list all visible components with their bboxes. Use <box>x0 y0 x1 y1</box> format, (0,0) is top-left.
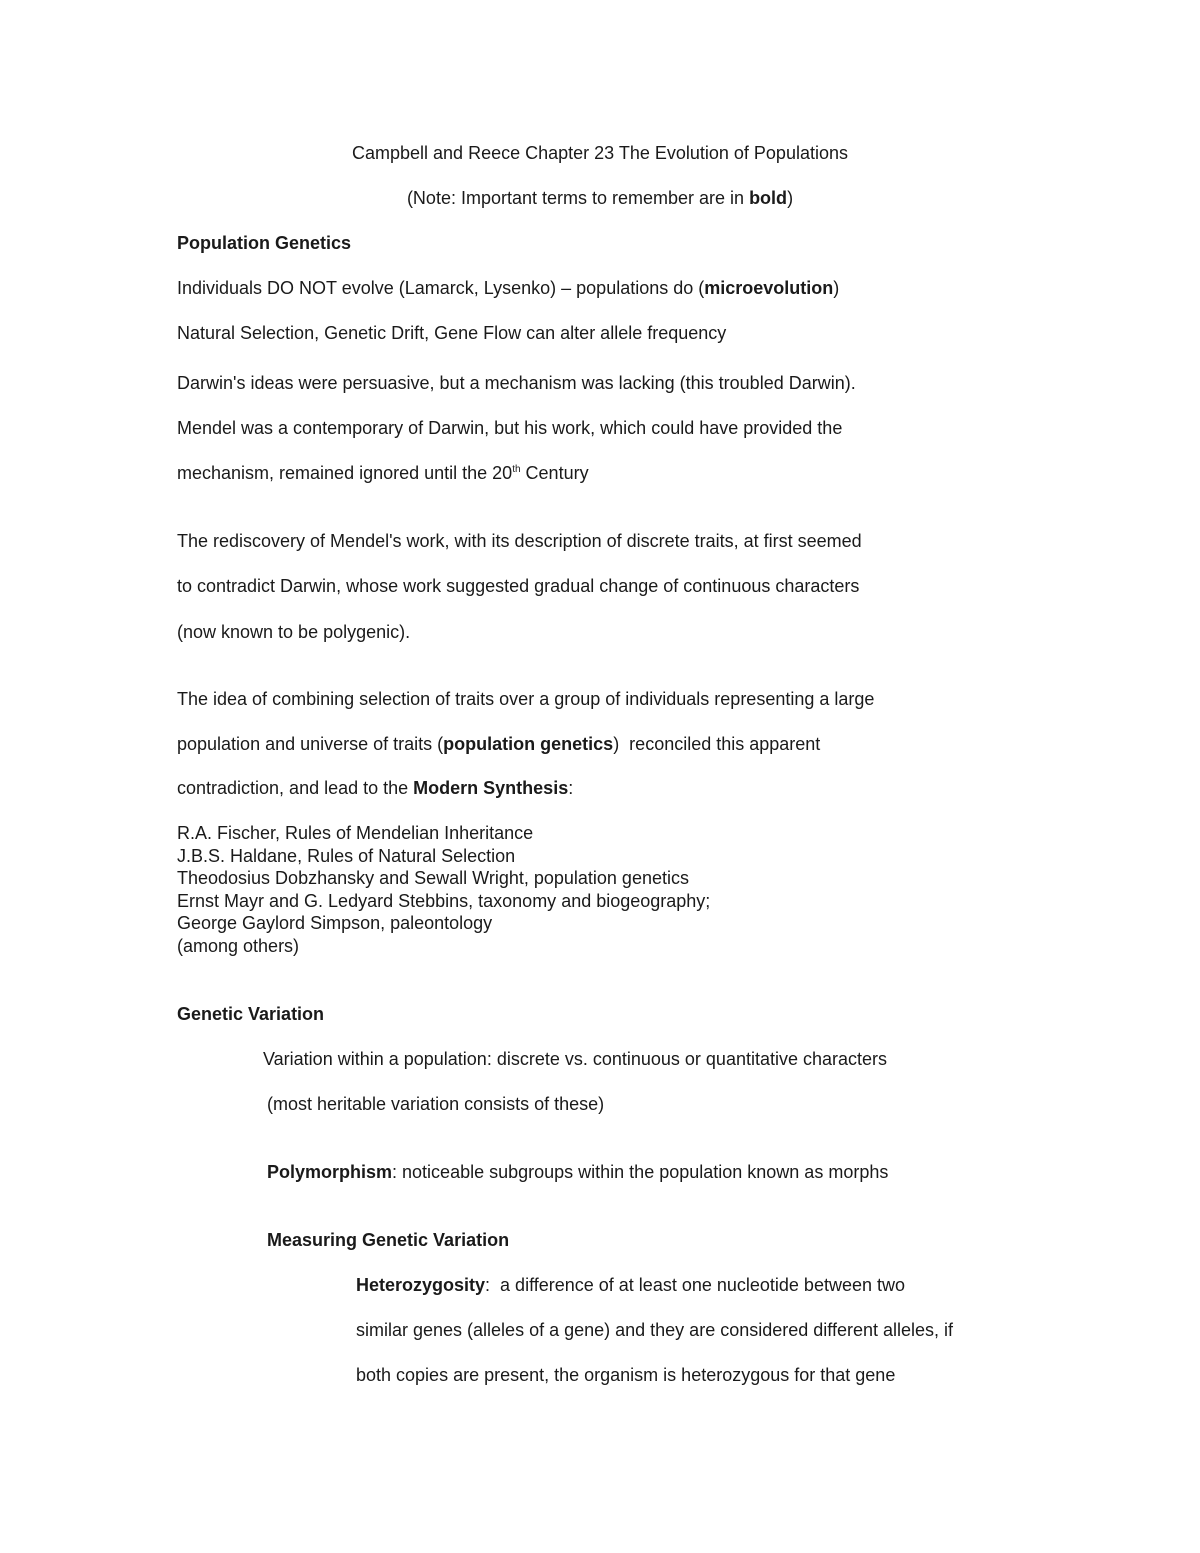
paragraph-line: (now known to be polygenic). <box>177 622 411 642</box>
paragraph-line: both copies are present, the organism is heterozygous for that gene <box>356 1365 896 1385</box>
paragraph-line: Polymorphism: noticeable subgroups within the population known as morphs <box>267 1162 889 1182</box>
subheading-measuring-genetic-variation: Measuring Genetic Variation <box>267 1230 510 1250</box>
contributor-item: J.B.S. Haldane, Rules of Natural Selection <box>177 846 516 866</box>
section-heading-genetic-variation: Genetic Variation <box>177 1004 325 1024</box>
contributor-item: (among others) <box>177 936 300 956</box>
paragraph-line: mechanism, remained ignored until the 20th Century <box>177 463 589 483</box>
paragraph-line: contradiction, and lead to the Modern Synthesis: <box>177 778 574 798</box>
page-title: Campbell and Reece Chapter 23 The Evolution of Populations <box>352 143 848 163</box>
note-line: (Note: Important terms to remember are in bold) <box>406 188 794 208</box>
paragraph-line: Darwin's ideas were persuasive, but a mechanism was lacking (this troubled Darwin). <box>177 373 856 393</box>
paragraph-line: The idea of combining selection of traits over a group of individuals representing a large <box>177 689 875 709</box>
paragraph-line: Natural Selection, Genetic Drift, Gene Flow can alter allele frequency <box>177 323 727 343</box>
paragraph-line: similar genes (alleles of a gene) and they are considered different alleles, if <box>356 1320 954 1340</box>
paragraph-line: Individuals DO NOT evolve (Lamarck, Lysenko) – populations do (microevolution) <box>177 278 840 298</box>
paragraph-line: Heterozygosity: a difference of at least one nucleotide between two <box>356 1275 905 1295</box>
contributor-item: George Gaylord Simpson, paleontology <box>177 913 493 933</box>
contributor-item: R.A. Fischer, Rules of Mendelian Inheritance <box>177 823 534 843</box>
paragraph-line: population and universe of traits (population genetics) reconciled this apparent <box>177 734 821 754</box>
paragraph-line: The rediscovery of Mendel's work, with its description of discrete traits, at first seemed <box>177 531 862 551</box>
paragraph-line: Variation within a population: discrete vs. continuous or quantitative characters <box>263 1049 888 1069</box>
paragraph-line: to contradict Darwin, whose work suggested gradual change of continuous characters <box>177 576 860 596</box>
paragraph-line: (most heritable variation consists of these) <box>267 1094 605 1114</box>
paragraph-line: Mendel was a contemporary of Darwin, but his work, which could have provided the <box>177 418 843 438</box>
section-heading-population-genetics: Population Genetics <box>177 233 352 253</box>
contributor-item: Theodosius Dobzhansky and Sewall Wright, population genetics <box>177 868 689 888</box>
contributor-item: Ernst Mayr and G. Ledyard Stebbins, taxonomy and biogeography; <box>177 891 711 911</box>
